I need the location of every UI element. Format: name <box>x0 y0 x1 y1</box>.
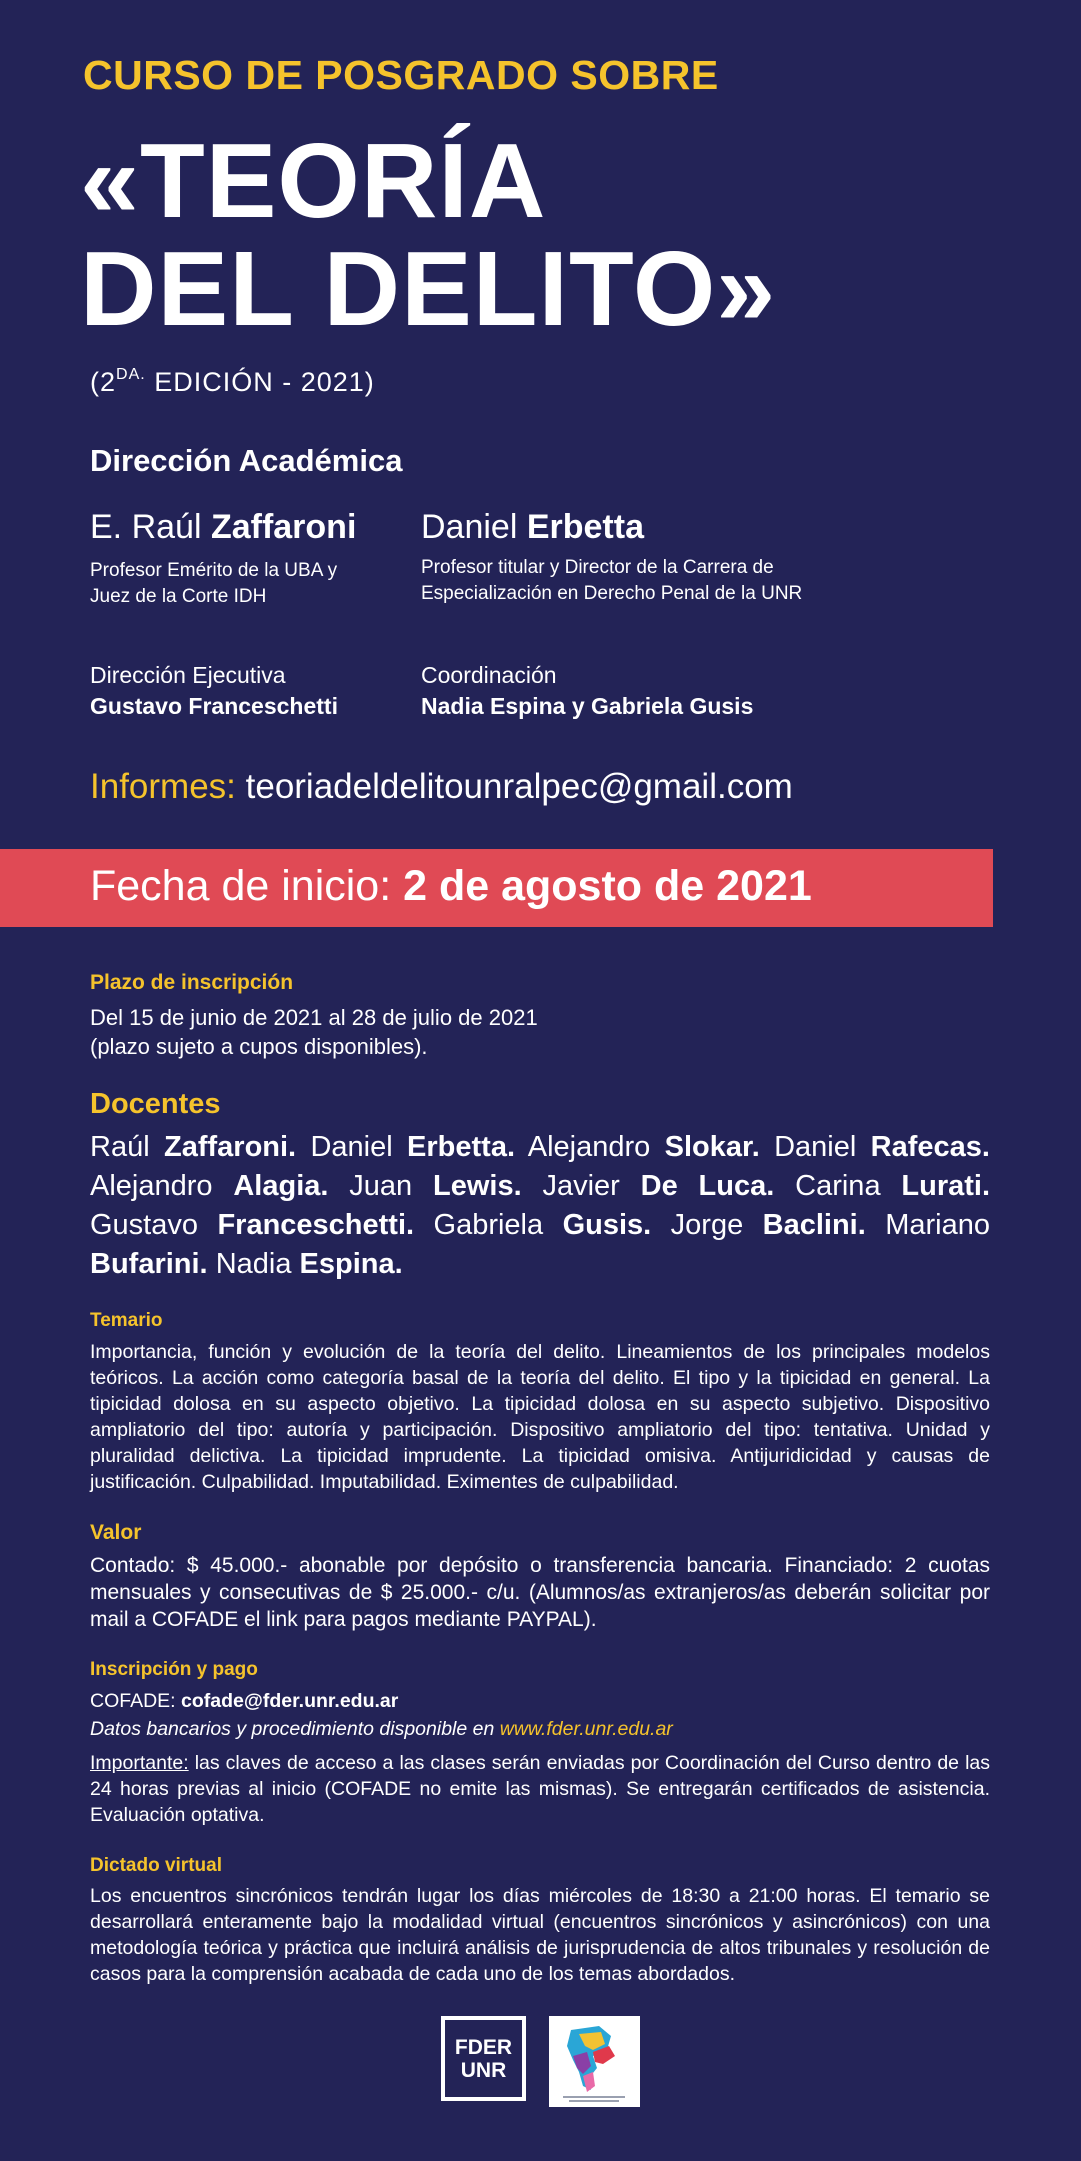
teacher: Nadia Espina. <box>215 1248 403 1280</box>
start-date-banner <box>0 849 993 927</box>
syllabus-heading: Temario <box>90 1310 163 1331</box>
virtual-teaching-text: Los encuentros sincrónicos tendrán lugar los días miércoles de 18:30 a 21:00 horas. El temario se desarrollará enteramente bajo la modalidad virtual (encuentros sincrónicos y asincrónicos) con una metodología teórica y práctica que incluirá análisis de jurisprudencia de altos tribunales y resolución de casos para la comprensión acabada de cada uno de los temas abordados. <box>90 1885 990 1985</box>
teacher: Juan Lewis. <box>349 1170 522 1202</box>
cofade-logo <box>549 2016 640 2107</box>
coordination: Coordinación Nadia Espina y Gabriela Gusis <box>421 662 754 719</box>
cofade-email[interactable]: cofade@fder.unr.edu.ar <box>181 1690 399 1712</box>
important-note: Importante: las claves de acceso a las clases serán enviadas por Coordinación del Curso dentro de las 24 horas previas al inicio (COFADE no emite las mismas). Se entregarán certificados de asistencia. Evaluación optativa. <box>90 1752 990 1826</box>
edition-label: ($2^{DA.}$ EDICIÓN - 2021) <box>90 366 375 397</box>
teacher: Gustavo Franceschetti. <box>90 1209 415 1241</box>
price-text: Contado: $ 45.000.- abonable por depósito o transferencia bancaria. Financiado: 2 cuotas mensuales y consecutivas de $ 25.000.- c/u. (Alumnos/as extranjeros/as deberán solicitar por mail a COFADE el link para pagos mediante PAYPAL). <box>90 1554 990 1631</box>
teacher: Daniel Erbetta. <box>310 1131 516 1163</box>
teachers-list <box>90 1128 990 1284</box>
teacher: Mariano Bufarini. <box>90 1209 991 1280</box>
title-line-2: DEL DELITO» <box>80 230 777 348</box>
fder-website-link[interactable]: www.fder.unr.edu.ar <box>499 1718 673 1740</box>
start-date-label: Fecha de inicio: <box>90 862 404 910</box>
virtual-teaching-heading: Dictado virtual <box>90 1855 222 1876</box>
informes-label: Informes: <box>90 767 236 806</box>
bank-details-note: Datos bancarios y procedimiento disponible en www.fder.unr.edu.ar <box>90 1718 673 1740</box>
enrollment-period-text: Del 15 de junio de 2021 al 28 de julio de 2021 (plazo sujeto a cupos disponibles). <box>90 1005 538 1059</box>
teacher: Javier De Luca. <box>542 1170 775 1202</box>
cofade-logo-mark <box>549 2016 640 2107</box>
title-line-1: «TEORÍA <box>80 122 547 240</box>
teacher: Jorge Baclini. <box>670 1209 866 1241</box>
teacher: Daniel Rafecas. <box>774 1131 990 1163</box>
syllabus-text: Importancia, función y evolución de la teoría del delito. Lineamientos de los principales modelos teóricos. La acción como categoría basal de la teoría del delito. El tipo y la tipicidad en general. La tipicidad dolosa en su aspecto objetivo. La tipicidad dolosa en su aspecto subjetivo. Dispositivo ampliatorio del tipo: autoría y participación. Dispositivo ampliatorio del tipo: tentativa. Unidad y pluralidad delictiva. La tipicidad imprudente. La tipicidad omisiva. Antijuridicidad y causas de justificación. Culpabilidad. Imputabilidad. Eximentes de culpabilidad. <box>90 1341 990 1493</box>
teacher: Alejandro Alagia. <box>90 1170 329 1202</box>
executive-direction: Dirección Ejecutiva Gustavo Franceschetti <box>90 662 338 719</box>
teacher: Alejandro Slokar. <box>527 1131 760 1163</box>
informes-line <box>90 767 793 807</box>
fder-unr-logo: FDER UNR <box>441 2016 526 2101</box>
teacher: Carina Lurati. <box>795 1170 991 1202</box>
course-kicker: CURSO DE POSGRADO SOBRE <box>83 52 719 98</box>
director-zaffaroni: E. Raúl Zaffaroni <box>90 508 357 546</box>
teachers-heading: Docentes <box>90 1088 221 1120</box>
director-erbetta: Daniel Erbetta <box>421 508 644 546</box>
academic-direction-heading: Dirección Académica <box>90 443 403 478</box>
registration-heading: Inscripción y pago <box>90 1659 258 1680</box>
teacher: Raúl Zaffaroni. <box>90 1131 297 1163</box>
cofade-contact: COFADE: cofade@fder.unr.edu.ar <box>90 1690 399 1712</box>
director-zaffaroni-desc: Profesor Emérito de la UBA y Juez de la Corte IDH <box>90 560 338 607</box>
enrollment-period-heading: Plazo de inscripción <box>90 971 294 994</box>
teacher: Gabriela Gusis. <box>433 1209 652 1241</box>
start-date-value: 2 de agosto de 2021 <box>403 862 812 910</box>
price-heading: Valor <box>90 1521 142 1544</box>
informes-email[interactable]: teoriadeldelitounralpec@gmail.com <box>245 767 793 806</box>
director-erbetta-desc: Profesor titular y Director de la Carrera de Especialización en Derecho Penal de la UNR <box>421 557 803 604</box>
course-title <box>80 122 777 348</box>
